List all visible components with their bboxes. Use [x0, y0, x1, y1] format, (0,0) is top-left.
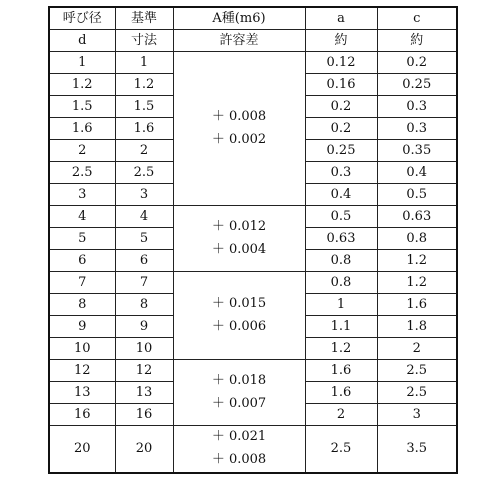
header-row-1 [49, 7, 457, 30]
cell-d: 1.5 [49, 96, 115, 118]
cell-d: 16 [49, 404, 115, 426]
cell-d: 5 [49, 228, 115, 250]
cell-a: 1.6 [305, 382, 377, 404]
cell-base: 1.5 [115, 96, 173, 118]
cell-a: 1.2 [305, 338, 377, 360]
header-type-a-m6: A種(m6) [173, 7, 305, 30]
cell-c: 1.2 [377, 250, 457, 272]
dimension-table [48, 6, 458, 474]
header-c-approx: 約 [377, 30, 457, 52]
cell-d: 8 [49, 294, 115, 316]
cell-c: 0.8 [377, 228, 457, 250]
cell-c: 0.35 [377, 140, 457, 162]
header-base-dimension: 基準 [115, 7, 173, 30]
cell-d: 3 [49, 184, 115, 206]
cell-a: 0.2 [305, 118, 377, 140]
cell-base: 6 [115, 250, 173, 272]
cell-d: 7 [49, 272, 115, 294]
cell-d: 1 [49, 52, 115, 74]
cell-base: 10 [115, 338, 173, 360]
tolerance-upper: ＋ 0.018 [211, 372, 267, 388]
cell-d: 20 [49, 426, 115, 473]
cell-d: 9 [49, 316, 115, 338]
tolerance-lower: ＋ 0.004 [211, 241, 267, 257]
cell-a: 0.63 [305, 228, 377, 250]
cell-a: 0.12 [305, 52, 377, 74]
cell-d: 2.5 [49, 162, 115, 184]
cell-c: 2.5 [377, 382, 457, 404]
cell-base: 8 [115, 294, 173, 316]
cell-c: 1.8 [377, 316, 457, 338]
table-row [49, 426, 457, 473]
tolerance-lower: ＋ 0.008 [211, 451, 267, 467]
cell-d: 10 [49, 338, 115, 360]
cell-a: 0.8 [305, 250, 377, 272]
tolerance-lower: ＋ 0.006 [211, 318, 267, 334]
cell-base: 7 [115, 272, 173, 294]
cell-a: 0.3 [305, 162, 377, 184]
cell-a: 0.4 [305, 184, 377, 206]
cell-base: 13 [115, 382, 173, 404]
cell-d: 1.6 [49, 118, 115, 140]
cell-c: 0.5 [377, 184, 457, 206]
header-row-2 [49, 30, 457, 52]
tolerance-group [173, 360, 305, 426]
tolerance-upper: ＋ 0.008 [211, 108, 267, 124]
tolerance-upper: ＋ 0.015 [211, 295, 267, 311]
cell-a: 0.8 [305, 272, 377, 294]
cell-a: 1 [305, 294, 377, 316]
header-nominal-diameter: 呼び径 [49, 7, 115, 30]
cell-c: 2 [377, 338, 457, 360]
cell-c: 0.2 [377, 52, 457, 74]
cell-base: 9 [115, 316, 173, 338]
table-row [49, 360, 457, 382]
cell-c: 2.5 [377, 360, 457, 382]
header-c: c [377, 7, 457, 30]
cell-a: 0.5 [305, 206, 377, 228]
tolerance-group [173, 52, 305, 206]
cell-base: 3 [115, 184, 173, 206]
tolerance-lower: ＋ 0.007 [211, 395, 267, 411]
cell-base: 5 [115, 228, 173, 250]
cell-base: 20 [115, 426, 173, 473]
tolerance-lower: ＋ 0.002 [211, 131, 267, 147]
cell-a: 2.5 [305, 426, 377, 473]
cell-c: 0.3 [377, 96, 457, 118]
cell-a: 0.2 [305, 96, 377, 118]
tolerance-group [173, 206, 305, 272]
cell-d: 2 [49, 140, 115, 162]
cell-base: 2.5 [115, 162, 173, 184]
tolerance-group [173, 426, 305, 473]
cell-d: 6 [49, 250, 115, 272]
cell-c: 0.63 [377, 206, 457, 228]
cell-a: 1.1 [305, 316, 377, 338]
cell-d: 13 [49, 382, 115, 404]
header-a-approx: 約 [305, 30, 377, 52]
table-row [49, 272, 457, 294]
tolerance-upper: ＋ 0.021 [211, 429, 267, 444]
cell-c: 0.4 [377, 162, 457, 184]
cell-d: 4 [49, 206, 115, 228]
cell-a: 2 [305, 404, 377, 426]
cell-base: 1.2 [115, 74, 173, 96]
cell-c: 3.5 [377, 426, 457, 473]
cell-base: 4 [115, 206, 173, 228]
cell-a: 0.25 [305, 140, 377, 162]
cell-base: 16 [115, 404, 173, 426]
cell-base: 2 [115, 140, 173, 162]
tolerance-upper: ＋ 0.012 [211, 218, 267, 234]
cell-base: 12 [115, 360, 173, 382]
header-tolerance: 許容差 [173, 30, 305, 52]
table-row [49, 206, 457, 228]
cell-c: 0.3 [377, 118, 457, 140]
cell-a: 1.6 [305, 360, 377, 382]
cell-c: 1.6 [377, 294, 457, 316]
cell-d: 1.2 [49, 74, 115, 96]
cell-base: 1 [115, 52, 173, 74]
cell-c: 3 [377, 404, 457, 426]
header-dimension: 寸法 [115, 30, 173, 52]
dimension-table-container [48, 6, 458, 474]
cell-c: 0.25 [377, 74, 457, 96]
header-a: a [305, 7, 377, 30]
cell-d: 12 [49, 360, 115, 382]
header-d: d [49, 30, 115, 52]
cell-base: 1.6 [115, 118, 173, 140]
tolerance-group [173, 272, 305, 360]
cell-a: 0.16 [305, 74, 377, 96]
cell-c: 1.2 [377, 272, 457, 294]
table-row [49, 52, 457, 74]
